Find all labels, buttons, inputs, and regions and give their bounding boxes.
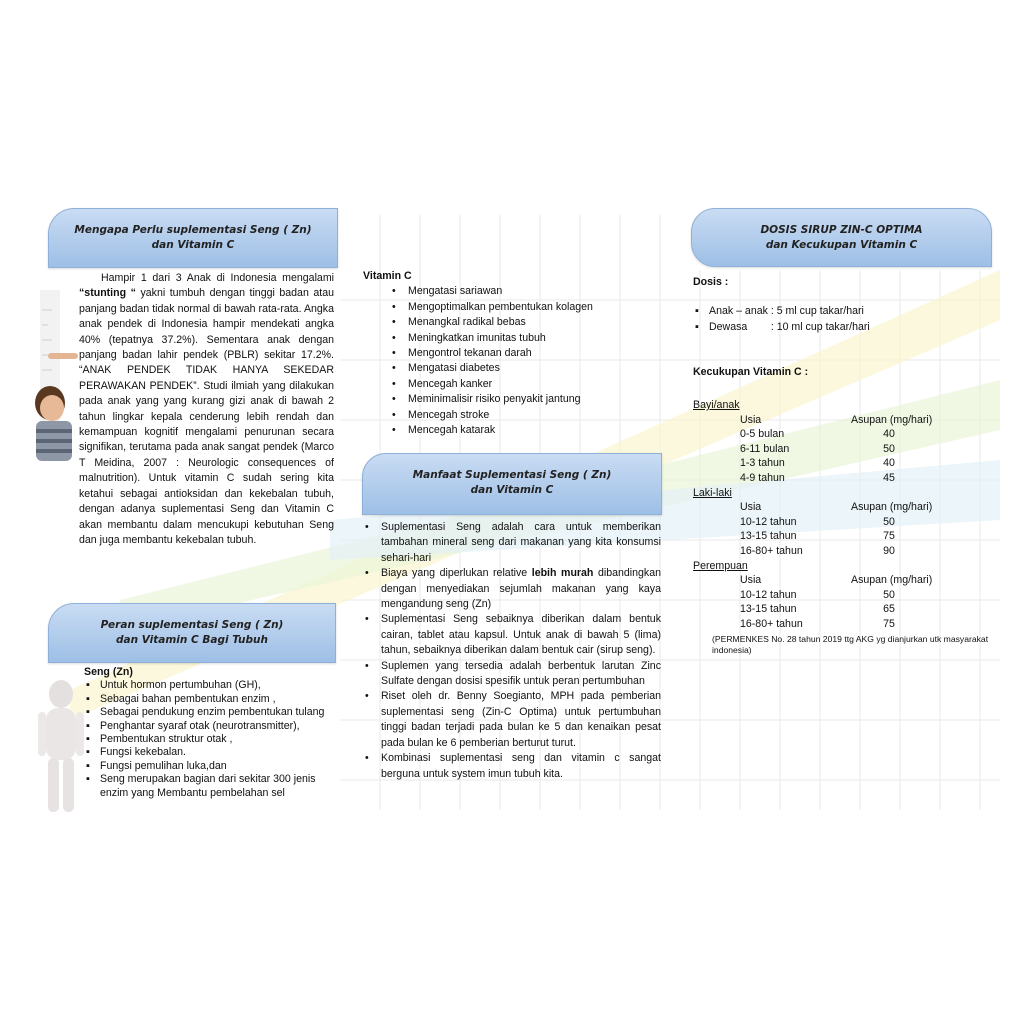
intake-cell: 75 (883, 530, 895, 543)
list-item: ▪ Sebagai bahan pembentukan enzim , (84, 693, 334, 706)
age-cell: 4-9 tahun (740, 471, 785, 484)
spacer (693, 290, 993, 304)
intro-text: Hampir 1 dari 3 Anak di Indonesia mengalami (101, 272, 334, 284)
vitamin-c-list (363, 284, 653, 438)
table-row (693, 427, 993, 442)
intro-text-rest: yakni tumbuh dengan tinggi badan atau panjang badan tidak normal di bawah rata-rata. Angka anak pendek di Indonesia hampir mendekati angka 40% (tepatnya 37.2%). Sementara anak dengan panjang badan lahir pendek (PBLR) sekitar 17.2%. “ANAK PENDEK TIDAK HANYA SEKEDAR PERAWAKAN PENDEK”. Studi ilmiah yang dilakukan pada anak yang yang kurang gizi anak di bawah 2 tahun lingkar kepala cenderung lebih rendah dan kemampuan kognitif mengalami penurunan secara signifikan, terutama pada anak sangat pendek (Marco T Meidina, 2007 : Neurologic consequences of malnutrition). Untuk vitamin C sudah sering kita ketahui sebagai antioksidan dan kekebalan tubuh, dengan adanya suplementasi Seng dan Vitamin C akan membantu dalam mencukupi kebutuhan Seng dan juga membantu kekebalan tubuh. (79, 287, 335, 546)
table-header (693, 573, 993, 588)
list-item: • Kombinasi suplementasi seng dan vitamin c sangat berguna untuk system imun tubuh kita. (361, 751, 661, 782)
benefits-section (361, 520, 661, 782)
age-cell: 13-15 tahun (740, 530, 797, 543)
intake-cell: 40 (883, 457, 895, 470)
benefits-title: Manfaat Suplementasi Seng ( Zn) (412, 469, 612, 481)
intake-cell: 50 (883, 442, 895, 455)
group-name: Laki-laki (693, 486, 732, 499)
zinc-benefit-list (84, 679, 334, 800)
dosage-section (693, 275, 993, 381)
age-cell: 6-11 bulan (740, 442, 790, 455)
intake-cell: 75 (883, 617, 895, 630)
list-item: • Mencegah katarak (388, 423, 653, 438)
list-item: ▪ Fungsi pemulihan luka,dan (84, 760, 334, 773)
list-item: ▪ Untuk hormon pertumbuhan (GH), (84, 679, 334, 692)
child-height-photo (28, 345, 80, 463)
role-subtitle: dan Vitamin C Bagi Tubuh (115, 634, 269, 646)
col-header-age: Usia (740, 413, 762, 426)
table-row (693, 471, 993, 486)
table-row (693, 588, 993, 603)
age-cell: 10-12 tahun (740, 515, 797, 528)
dosage-subtitle: dan Kecukupan Vitamin C (765, 239, 918, 251)
age-cell: 1-3 tahun (740, 457, 785, 470)
benefit-text: dibandingkan dengan menyediakan sejumlah makanan yang kaya mengandung seng (Zn) (381, 567, 661, 611)
dosage-label: Dosis : (693, 276, 729, 288)
col-header-intake: Asupan (mg/hari) (851, 501, 933, 514)
intake-cell: 40 (883, 428, 895, 441)
zinc-section (84, 666, 334, 800)
role-banner (48, 603, 336, 663)
vitamin-c-requirement-table (693, 398, 993, 656)
table-row (693, 544, 993, 559)
stunting-paragraph (79, 271, 334, 548)
list-item: • Suplementasi Seng adalah cara untuk memberikan tambahan mineral seng dari makanan yang kita konsumsi sehari-hari (361, 520, 661, 566)
table-header (693, 500, 993, 515)
benefits-subtitle: dan Vitamin C (470, 484, 554, 496)
col-header-intake: Asupan (mg/hari) (851, 413, 933, 426)
list-item: • Riset oleh dr. Benny Soegianto, MPH pada pemberian suplementasi seng (Zin-C Optima) untuk pertumbuhan tinggi badan terjadi pada bulan ke 5 dan kenaikan pesat pada bulan ke 6 pemberian berturut turut. (361, 689, 661, 751)
col-header-age: Usia (740, 574, 762, 587)
intake-cell: 50 (883, 588, 895, 601)
zinc-heading: Seng (Zn) (84, 666, 133, 678)
dosage-title: DOSIS SIRUP ZIN-C OPTIMA (760, 224, 923, 236)
intake-cell: 50 (883, 515, 895, 528)
list-item: • Mengatasi diabetes (388, 361, 653, 376)
table-row (693, 602, 993, 617)
col-header-intake: Asupan (mg/hari) (851, 574, 933, 587)
table-header (693, 413, 993, 428)
stunting-term: “stunting “ (79, 287, 136, 300)
role-title: Peran suplementasi Seng ( Zn) (100, 619, 284, 631)
dosage-banner (691, 208, 992, 267)
group-name: Perempuan (693, 559, 748, 572)
why-supplement-banner (48, 208, 338, 268)
table-row (693, 515, 993, 530)
benefits-list (361, 520, 661, 782)
list-item: • Suplementasi Seng sebaiknya diberikan dalam bentuk cairan, tablet atau kapsul. Untuk anak di bawah 5 (lima) tahun, sebaiknya diberikan dalam bentuk cair (sirup seng). (361, 612, 661, 658)
list-item: ▪ Dewasa : 10 ml cup takar/hari (693, 320, 993, 335)
list-item: • Meningkatkan imunitas tubuh (388, 331, 653, 346)
list-item: • Mengoptimalkan pembentukan kolagen (388, 300, 653, 315)
list-item: ▪ Fungsi kekebalan. (84, 746, 334, 759)
vitamin-c-section (363, 269, 653, 438)
table-row (693, 456, 993, 471)
list-item: ▪ Seng merupakan bagian dari sekitar 300 jenis enzim yang Membantu pembelahan sel (84, 773, 334, 800)
list-item: • Mengatasi sariawan (388, 284, 653, 299)
list-item: ▪ Pembentukan struktur otak , (84, 733, 334, 746)
source-note: (PERMENKES No. 28 tahun 2019 ttg AKG yg dianjurkan utk masyarakat indonesia) (712, 633, 989, 655)
intake-cell: 45 (883, 471, 895, 484)
age-cell: 10-12 tahun (740, 588, 797, 601)
dose-list (693, 304, 993, 335)
vitamin-c-heading: Vitamin C (363, 270, 412, 282)
age-cell: 16-80+ tahun (740, 617, 803, 630)
body-silhouette-image (36, 676, 86, 814)
list-item: • Mencegah stroke (388, 408, 653, 423)
spacer (693, 335, 993, 365)
list-item: ▪ Penghantar syaraf otak (neurotransmitter), (84, 720, 334, 733)
benefit-text: Biaya yang diperlukan relative (381, 567, 532, 580)
list-item: • Meminimalisir risiko penyakit jantung (388, 392, 653, 407)
age-cell: 16-80+ tahun (740, 544, 803, 557)
benefit-emphasis: lebih murah (531, 567, 594, 580)
table-row (693, 617, 993, 632)
table-row (693, 529, 993, 544)
list-item: • Suplemen yang tersedia adalah berbentuk larutan Zinc Sulfate dengan dosisi spesifik untuk peran pertumbuhan (361, 659, 661, 690)
list-item: ▪ Anak – anak : 5 ml cup takar/hari (693, 304, 993, 319)
why-supplement-title: Mengapa Perlu suplementasi Seng ( Zn) (74, 224, 312, 236)
list-item: ▪ Sebagai pendukung enzim pembentukan tulang (84, 706, 334, 719)
list-item (361, 566, 661, 612)
list-item: • Mencegah kanker (388, 377, 653, 392)
age-cell: 0-5 bulan (740, 428, 785, 441)
col-header-age: Usia (740, 501, 762, 514)
table-row (693, 442, 993, 457)
list-item: • Mengontrol tekanan darah (388, 346, 653, 361)
age-cell: 13-15 tahun (740, 603, 797, 616)
group-name: Bayi/anak (693, 399, 740, 411)
benefits-banner (362, 453, 662, 515)
intake-cell: 65 (883, 603, 895, 616)
intake-cell: 90 (883, 544, 895, 557)
why-supplement-subtitle: dan Vitamin C (151, 239, 235, 251)
list-item: • Menangkal radikal bebas (388, 315, 653, 330)
requirement-label: Kecukupan Vitamin C : (693, 366, 809, 379)
